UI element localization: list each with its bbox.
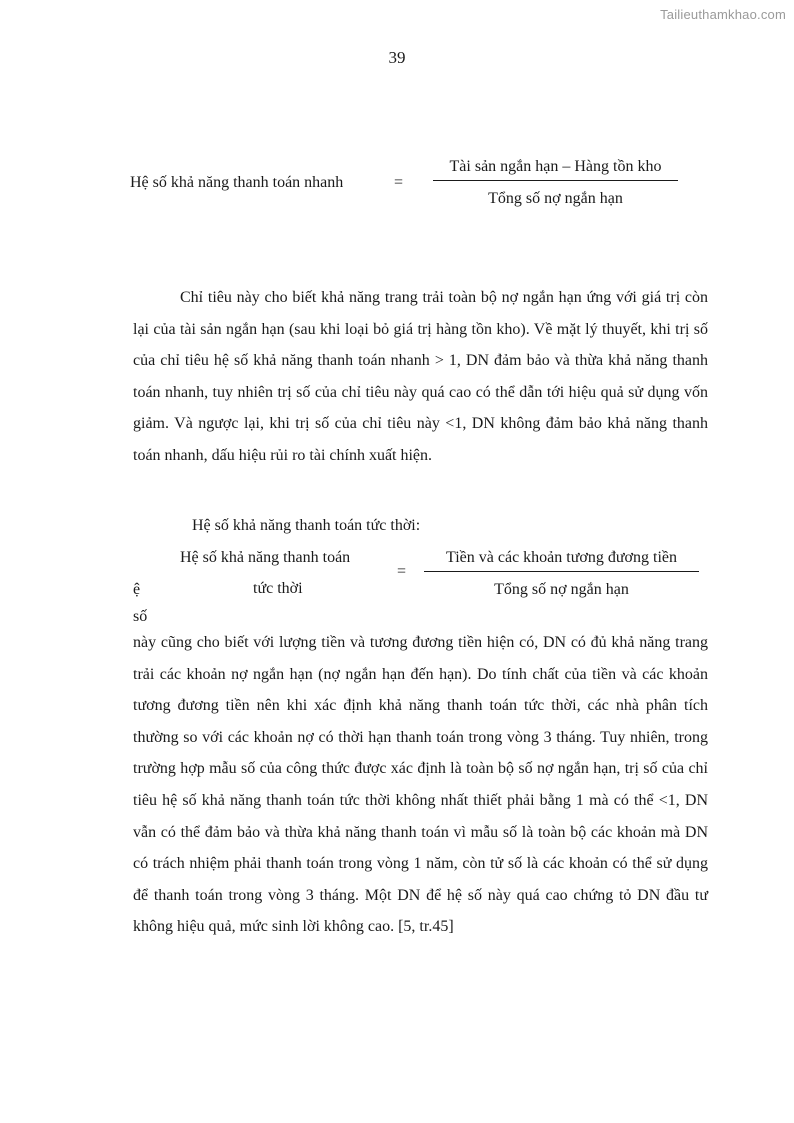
stray-text-fragment: số (133, 608, 148, 625)
stray-text-fragment: ệ (133, 581, 141, 598)
watermark: Tailieuthamkhao.com (660, 7, 786, 22)
formula-fraction (424, 549, 699, 599)
formula-equals: = (397, 563, 407, 580)
formula-fraction (433, 158, 678, 208)
page-number: 39 (388, 48, 406, 67)
formula-denominator: Tổng số nợ ngắn hạn (494, 581, 629, 598)
formula-equals: = (394, 174, 404, 191)
quick-ratio-formula (130, 158, 690, 218)
formula-lhs-line1: Hệ số khả năng thanh toán (180, 549, 351, 566)
cash-ratio-formula (130, 549, 710, 609)
formula-numerator: Tiền và các khoản tương đương tiền (424, 549, 699, 572)
formula-lhs-line2: tức thời (253, 580, 303, 597)
paragraph-cash-ratio-heading: Hệ số khả năng thanh toán tức thời: (192, 517, 421, 534)
formula-numerator: Tài sản ngắn hạn – Hàng tồn kho (433, 158, 678, 181)
formula-lhs: Hệ số khả năng thanh toán nhanh (130, 174, 344, 191)
formula-denominator: Tổng số nợ ngắn hạn (488, 190, 623, 207)
paragraph-cash-ratio-explanation: này cũng cho biết với lượng tiền và tương đương tiền hiện có, DN có đủ khả năng trang trải các khoản nợ ngắn hạn (nợ ngắn hạn đến hạn). Do tính chất của tiền và các khoản tương đương tiền nên khi xác định khả năng thanh toán tức thời, các nhà phân tích thường so với các khoản nợ có thời hạn thanh toán trong vòng 3 tháng. Tuy nhiên, trong trường hợp mẫu số của công thức được xác định là toàn bộ số nợ ngắn hạn, trị số của chỉ tiêu hệ số khả năng thanh toán tức thời không nhất thiết phải bằng 1 mà có thể <1, DN vẫn có thể đảm bảo và thừa khả năng thanh toán vì mẫu số là toàn bộ các khoản mà DN có trách nhiệm phải thanh toán trong vòng 1 năm, còn tử số là các khoản có thể sử dụng để thanh toán trong vòng 3 tháng. Một DN để hệ số này quá cao chứng tỏ DN đầu tư không hiệu quả, mức sinh lời không cao. [5, tr.45] (133, 634, 708, 936)
paragraph-quick-ratio-explanation: Chỉ tiêu này cho biết khả năng trang trải toàn bộ nợ ngắn hạn ứng với giá trị còn lại của tài sản ngắn hạn (sau khi loại bỏ giá trị hàng tồn kho). Về mặt lý thuyết, khi trị số của chỉ tiêu hệ số khả năng thanh toán nhanh > 1, DN đảm bảo và thừa khả năng thanh toán nhanh, tuy nhiên trị số của chỉ tiêu này quá cao có thể dẫn tới hiệu quả sử dụng vốn giảm. Và ngược lại, khi trị số của chỉ tiêu này <1, DN không đảm bảo khả năng thanh toán nhanh, dấu hiệu rủi ro tài chính xuất hiện. (133, 289, 708, 464)
